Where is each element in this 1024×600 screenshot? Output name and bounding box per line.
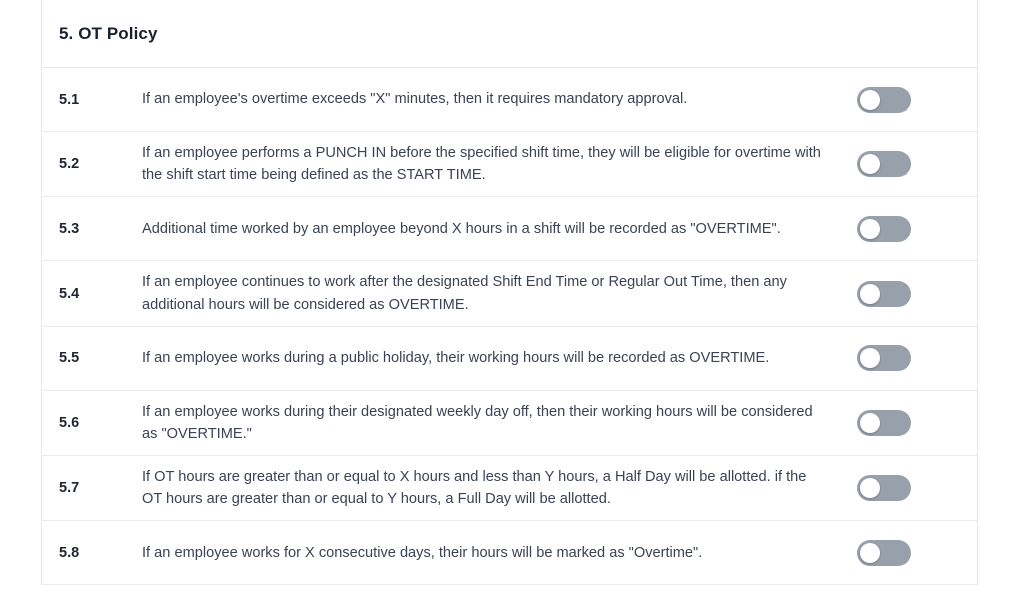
policy-row bbox=[42, 68, 977, 132]
toggle-knob bbox=[860, 284, 880, 304]
policy-row bbox=[42, 456, 977, 521]
toggle-knob bbox=[860, 348, 880, 368]
policy-toggle-cell bbox=[853, 345, 977, 371]
policy-row bbox=[42, 391, 977, 456]
policy-toggle-cell bbox=[853, 540, 977, 566]
policy-row bbox=[42, 327, 977, 391]
policy-toggle-cell bbox=[853, 281, 977, 307]
policy-number: 5.1 bbox=[59, 91, 80, 108]
toggle-knob bbox=[860, 413, 880, 433]
ot-policy-panel bbox=[41, 0, 978, 585]
policy-row bbox=[42, 521, 977, 585]
policy-number: 5.2 bbox=[59, 156, 80, 173]
policy-description: If an employee continues to work after the designated Shift End Time or Regular Out Time, then any additional hours will be considered as OVERTIME. bbox=[142, 274, 787, 313]
policy-description: If an employee works during their designated weekly day off, then their working hours will be considered as "OVERTIME." bbox=[142, 403, 813, 442]
policy-toggle[interactable] bbox=[857, 281, 911, 307]
policy-number: 5.7 bbox=[59, 480, 80, 497]
toggle-knob bbox=[860, 478, 880, 498]
page-title: 5. OT Policy bbox=[59, 23, 158, 43]
policy-number: 5.6 bbox=[59, 414, 80, 431]
policy-number: 5.4 bbox=[59, 285, 80, 302]
policy-description: If an employee works during a public holiday, their working hours will be recorded as OVERTIME. bbox=[142, 350, 770, 367]
policy-toggle-cell bbox=[853, 151, 977, 177]
toggle-knob bbox=[860, 154, 880, 174]
policy-toggle[interactable] bbox=[857, 216, 911, 242]
policy-toggle[interactable] bbox=[857, 345, 911, 371]
policy-toggle-cell bbox=[853, 216, 977, 242]
policy-number: 5.3 bbox=[59, 220, 80, 237]
policy-toggle-cell bbox=[853, 410, 977, 436]
policy-description: If an employee works for X consecutive days, their hours will be marked as "Overtime". bbox=[142, 544, 703, 561]
policy-description: If an employee performs a PUNCH IN before the specified shift time, they will be eligible for overtime with the shift start time being defined as the START TIME. bbox=[142, 145, 821, 184]
toggle-knob bbox=[860, 543, 880, 563]
policy-description: Additional time worked by an employee beyond X hours in a shift will be recorded as "OVERTIME". bbox=[142, 220, 781, 237]
policy-toggle[interactable] bbox=[857, 410, 911, 436]
policy-number: 5.8 bbox=[59, 544, 80, 561]
policy-toggle[interactable] bbox=[857, 540, 911, 566]
toggle-knob bbox=[860, 90, 880, 110]
policy-toggle[interactable] bbox=[857, 87, 911, 113]
policy-toggle[interactable] bbox=[857, 151, 911, 177]
policy-toggle-cell bbox=[853, 475, 977, 501]
policy-number: 5.5 bbox=[59, 350, 80, 367]
policy-toggle[interactable] bbox=[857, 475, 911, 501]
panel-header bbox=[42, 0, 977, 68]
toggle-knob bbox=[860, 219, 880, 239]
policy-description: If OT hours are greater than or equal to X hours and less than Y hours, a Half Day will be allotted. if the OT hours are greater than or equal to Y hours, a Full Day will be allotted. bbox=[142, 469, 807, 508]
policy-row bbox=[42, 261, 977, 326]
policy-toggle-cell bbox=[853, 87, 977, 113]
policy-description: If an employee's overtime exceeds "X" minutes, then it requires mandatory approval. bbox=[142, 91, 688, 108]
policy-row bbox=[42, 197, 977, 261]
policy-row bbox=[42, 132, 977, 197]
